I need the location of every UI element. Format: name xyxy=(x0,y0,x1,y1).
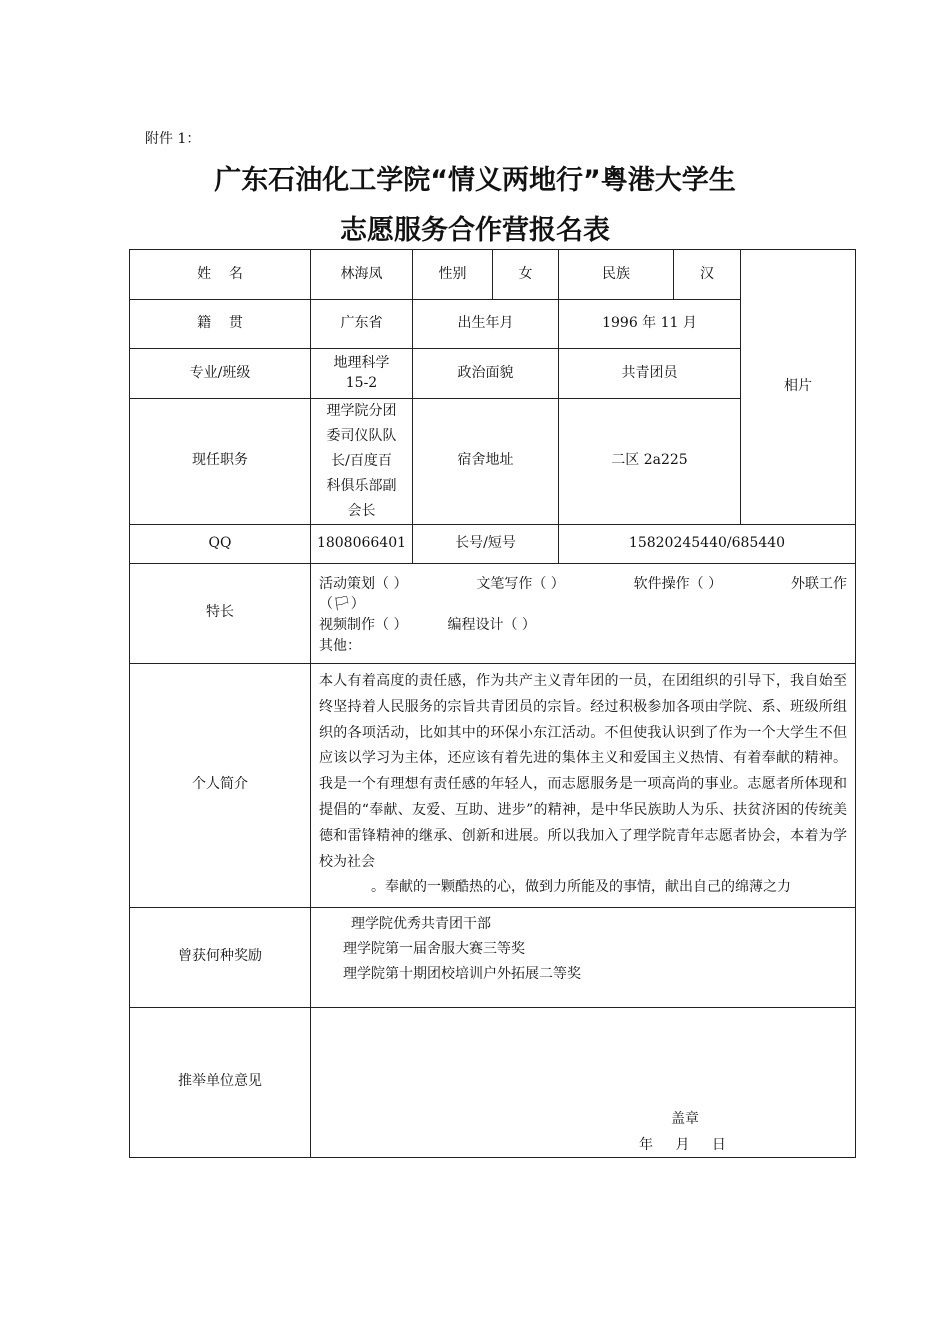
skills-cell xyxy=(311,563,856,663)
political-value: 共青团员 xyxy=(559,349,741,399)
skill-software: 软件操作（ ） xyxy=(633,575,723,592)
major-label: 专业/班级 xyxy=(130,349,311,399)
recommend-label: 推举单位意见 xyxy=(130,1007,311,1157)
dorm-value: 二区 2a225 xyxy=(559,399,741,525)
position-value: 理学院分团 委司仪队队 长/百度百 科俱乐部副 会长 xyxy=(311,399,413,525)
skill-planning: 活动策划（ ） xyxy=(319,575,408,592)
annex-label: 附件 1： xyxy=(145,131,201,147)
skill-outreach-mark: （🏳） xyxy=(319,596,365,613)
award-item: 理学院第十期团校培训户外拓展二等奖 xyxy=(343,965,581,982)
photo-cell: 相片 xyxy=(741,250,856,525)
date-label: 年 月 日 xyxy=(639,1136,726,1153)
name-value: 林海凤 xyxy=(311,250,413,300)
form-row-skills xyxy=(130,563,856,663)
birth-label: 出生年月 xyxy=(413,300,559,349)
phone-value: 15820245440/685440 xyxy=(559,524,856,563)
stamp-label: 盖章 xyxy=(671,1110,699,1127)
form-row-name xyxy=(130,250,856,300)
gender-value: 女 xyxy=(493,250,559,300)
qq-value: 1808066401 xyxy=(311,524,413,563)
awards-cell xyxy=(311,907,856,1007)
native-value: 广东省 xyxy=(311,300,413,349)
page-subtitle: 志愿服务合作营报名表 xyxy=(340,215,610,246)
award-item: 理学院第一届舍服大赛三等奖 xyxy=(343,940,525,957)
skills-label: 特长 xyxy=(130,563,311,663)
skill-outreach: 外联工作 xyxy=(790,575,847,592)
qq-label: QQ xyxy=(130,524,311,563)
political-label: 政治面貌 xyxy=(413,349,559,399)
form-row-awards xyxy=(130,907,856,1007)
major-value: 地理科学 15-2 xyxy=(311,349,413,399)
bio-label: 个人简介 xyxy=(130,663,311,907)
bio-cell xyxy=(311,663,856,907)
skill-other: 其他： xyxy=(319,637,361,654)
recommend-cell xyxy=(311,1007,856,1157)
form-row-bio xyxy=(130,663,856,907)
registration-form xyxy=(129,249,856,1158)
form-row-recommend xyxy=(130,1007,856,1157)
ethnicity-value: 汉 xyxy=(674,250,741,300)
bio-text: 本人有着高度的责任感，作为共产主义青年团的一员，在团组织的引导下，我自始至终坚持着人民服务的宗旨共青团员的宗旨。经过积极参加各项由学院、系、班级所组织的各项活动，比如其中的环保小东江活动。不但使我认识到了作为一个大学生不但应该以学习为主体，还应该有着先进的集体主义和爱国主义热情、有着奉献的精神。我是一个有理想有责任感的年轻人，而志愿服务是一项高尚的事业。志愿者所体现和提倡的“奉献、友爱、互助、进步”的精神，是中华民族助人为乐、扶贫济困的传统美德和雷锋精神的继承、创新和进展。所以我加入了理学院青年志愿者协会，本着为学校为社会 xyxy=(319,672,847,870)
phone-label: 长号/短号 xyxy=(413,524,559,563)
page-title: 广东石油化工学院“情义两地行”粤港大学生 xyxy=(214,165,736,196)
dorm-label: 宿舍地址 xyxy=(413,399,559,525)
position-label: 现任职务 xyxy=(130,399,311,525)
form-row-contact xyxy=(130,524,856,563)
award-item: 理学院优秀共青团干部 xyxy=(351,915,491,932)
skill-writing: 文笔写作（ ） xyxy=(476,575,565,592)
awards-label: 曾获何种奖励 xyxy=(130,907,311,1007)
skill-programming: 编程设计（ ） xyxy=(447,617,536,634)
skill-video: 视频制作（ ） xyxy=(319,617,408,634)
bio-tail: 。奉献的一颗酷热的心，做到力所能及的事情，献出自己的绵薄之力 xyxy=(371,879,791,896)
native-label: 籍 贯 xyxy=(130,300,311,349)
birth-value: 1996 年 11 月 xyxy=(559,300,741,349)
gender-label: 性别 xyxy=(413,250,493,300)
ethnicity-label: 民族 xyxy=(559,250,674,300)
name-label: 姓 名 xyxy=(130,250,311,300)
